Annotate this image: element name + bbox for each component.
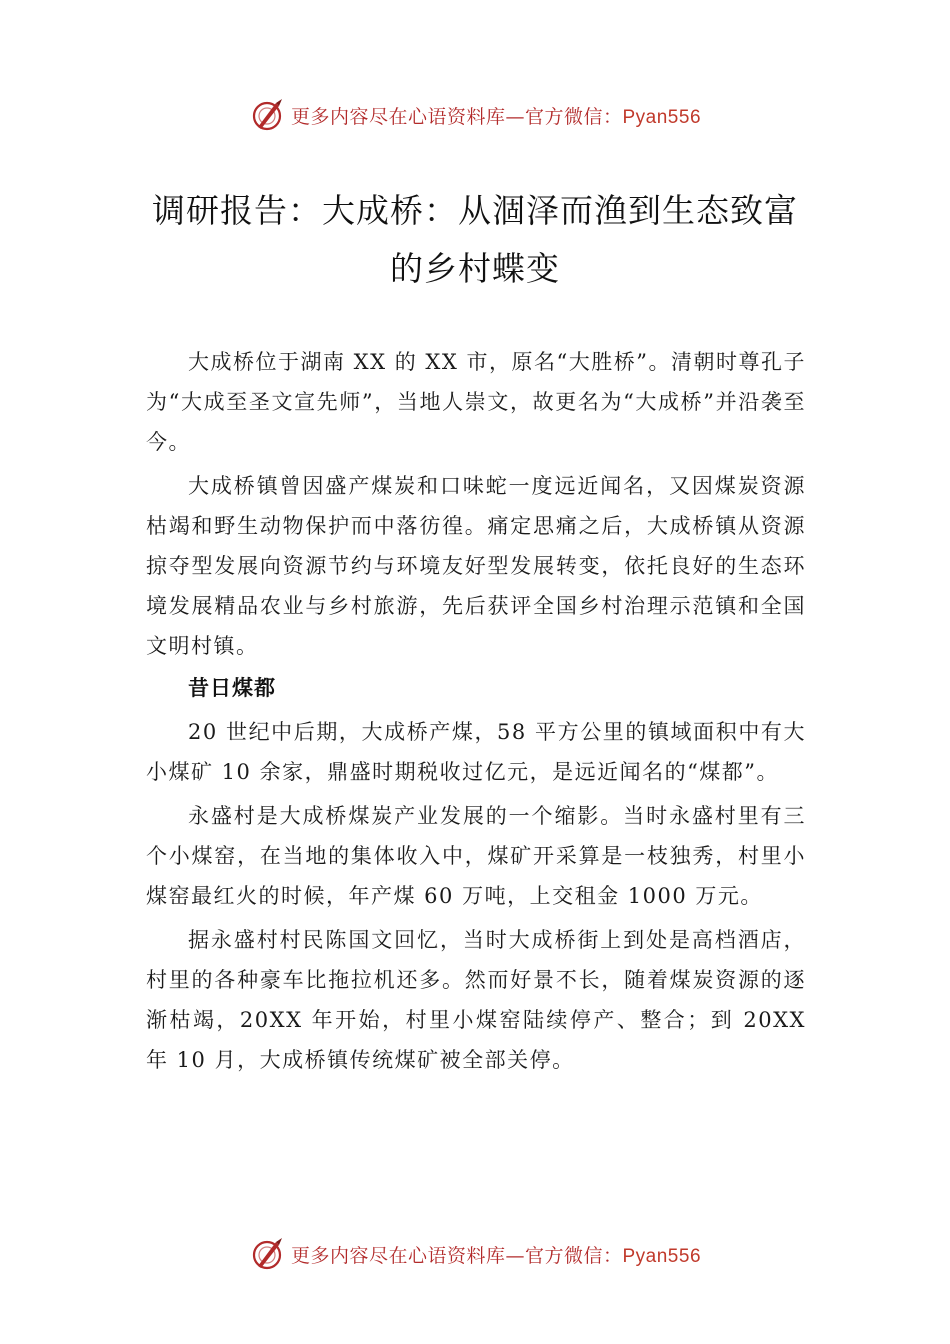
watermark-text: 更多内容尽在心语资料库—官方微信：Pyan556 (290, 1244, 702, 1267)
quill-pen-logo-icon (249, 97, 285, 133)
wechat-id: Pyan556 (622, 1245, 702, 1267)
watermark-text: 更多内容尽在心语资料库—官方微信：Pyan556 (290, 105, 702, 128)
paragraph-history: 大成桥镇曾因盛产煤炭和口味蛇一度远近闻名，又因煤炭资源枯竭和野生动物保护而中落彷徨。痛定思痛之后，大成桥镇从资源掠夺型发展向资源节约与环境友好型发展转变，依托良好的生态环境发展精品农业与乡村旅游，先后获评全国乡村治理示范镇和全国文明村镇。 (146, 474, 806, 658)
footer-watermark (0, 1234, 950, 1274)
paragraph-intro: 大成桥位于湖南 XX 的 XX 市，原名“大胜桥”。清朝时尊孔子为“大成至圣文宣先师”，当地人崇文，故更名为“大成桥”并沿袭至今。 (146, 350, 806, 454)
quill-pen-logo-icon (249, 1236, 285, 1272)
document-body (146, 342, 806, 1080)
paragraph-yongsheng-village: 永盛村是大成桥煤炭产业发展的一个缩影。当时永盛村里有三个小煤窑，在当地的集体收入中，煤矿开采算是一枝独秀，村里小煤窑最红火的时候，年产煤 60 万吨，上交租金 1000 万元。 (146, 804, 806, 908)
paragraph-decline: 据永盛村村民陈国文回忆，当时大成桥街上到处是高档酒店，村里的各种豪车比拖拉机还多。然而好景不长，随着煤炭资源的逐渐枯竭，20XX 年开始，村里小煤窑陆续停产、整合；到 20XX 年 10 月，大成桥镇传统煤矿被全部关停。 (146, 928, 806, 1072)
wechat-id: Pyan556 (622, 106, 702, 128)
section-heading-coal-capital: 昔日煤都 (188, 676, 276, 700)
header-watermark (0, 95, 950, 135)
page-title: 调研报告：大成桥：从涸泽而渔到生态致富的乡村蝶变 (152, 191, 798, 288)
paragraph-coal-production: 20 世纪中后期，大成桥产煤，58 平方公里的镇域面积中有大小煤矿 10 余家，鼎盛时期税收过亿元，是远近闻名的“煤都”。 (146, 720, 806, 784)
